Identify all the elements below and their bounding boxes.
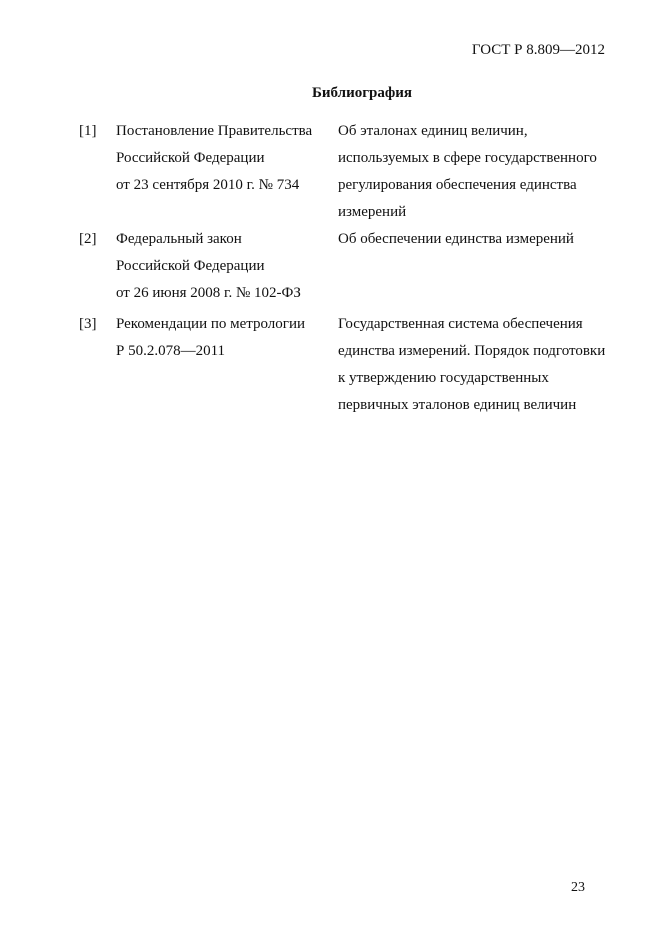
entry-description [338,226,638,253]
description-line: используемых в сфере государственного [338,150,597,166]
description-line: регулирования обеспечения единства [338,177,577,193]
entry-number: [1] [79,123,97,139]
description-line: Об обеспечении единства измерений [338,231,574,247]
bibliography-entry [79,311,639,419]
source-line: Р 50.2.078—2011 [116,343,226,359]
entry-number: [3] [79,316,97,332]
section-title: Библиография [311,85,413,101]
page-number: 23 [571,880,585,895]
description-line: Об эталонах единиц величин, [338,123,528,139]
source-line: Федеральный закон [116,231,242,247]
source-line: от 26 июня 2008 г. № 102-ФЗ [116,285,301,301]
description-line: Государственная система обеспечения [338,316,583,332]
description-line: к утверждению государственных [338,370,549,386]
source-line: Российской Федерации [116,258,265,274]
entry-number: [2] [79,231,97,247]
entry-source [116,226,336,307]
description-line: первичных эталонов единиц величин [338,397,577,413]
bibliography-entry [79,118,639,226]
description-line: единства измерений. Порядок подготовки [338,343,606,359]
entry-description [338,311,638,419]
bibliography-list [79,118,639,419]
entry-description [338,118,638,226]
source-line: от 23 сентября 2010 г. № 734 [116,177,300,193]
source-line: Рекомендации по метрологии [116,316,306,332]
source-line: Постановление Правительства [116,123,313,139]
document-code: ГОСТ Р 8.809—2012 [471,42,605,58]
entry-source [116,311,336,365]
source-line: Российской Федерации [116,150,265,166]
bibliography-entry [79,226,639,311]
entry-source [116,118,336,199]
description-line: измерений [338,204,407,220]
